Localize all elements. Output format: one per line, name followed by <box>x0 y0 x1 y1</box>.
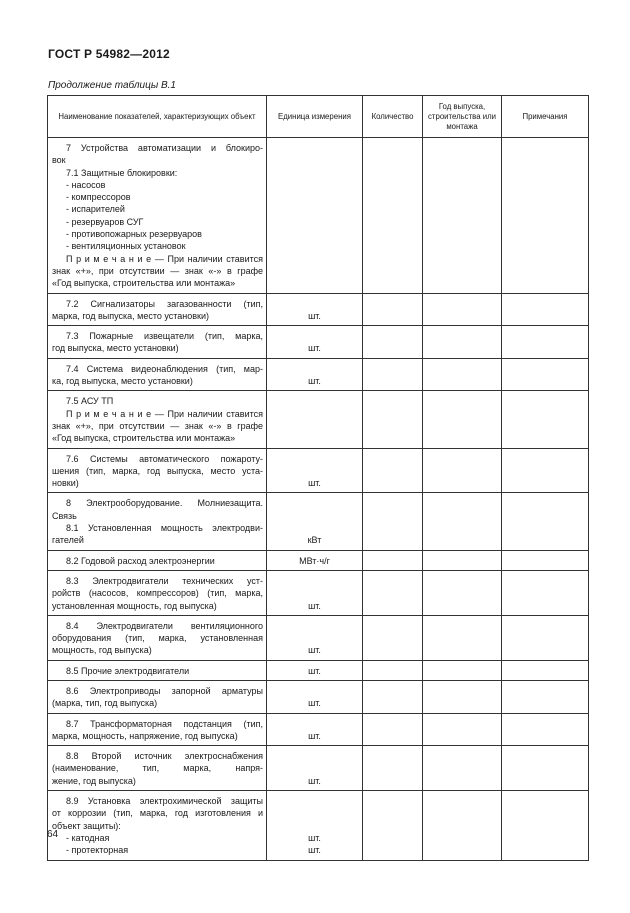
indicator-text-line: 7.4 Система видеонаблюдения (тип, мар- <box>66 363 263 374</box>
indicator-text-line: - испарителей <box>66 204 125 215</box>
unit-cell <box>267 713 363 746</box>
indicator-text-line: 8.8 Второй источник электроснабжения <box>66 751 263 762</box>
indicator-text-line: «Год выпуска, строительства или монтажа» <box>52 278 236 289</box>
year-cell <box>423 293 502 326</box>
indicator-name-cell <box>48 550 267 570</box>
quantity-cell <box>363 550 423 570</box>
table-row <box>48 293 589 326</box>
unit-value: шт. <box>308 310 321 321</box>
quantity-cell <box>363 391 423 448</box>
unit-value: шт. <box>308 376 321 387</box>
table-row <box>48 358 589 391</box>
quantity-cell <box>363 660 423 680</box>
notes-cell <box>502 358 589 391</box>
unit-cell <box>267 138 363 294</box>
indicator-name-cell <box>48 138 267 294</box>
quantity-cell <box>363 570 423 615</box>
unit-cell <box>267 391 363 448</box>
table-row <box>48 746 589 791</box>
notes-cell <box>502 550 589 570</box>
indicator-text-line: - насосов <box>66 179 106 190</box>
unit-cell <box>267 746 363 791</box>
indicator-text-line: 7 Устройства автоматизации и блокиро- <box>66 143 263 153</box>
notes-cell <box>502 326 589 359</box>
unit-value: шт. <box>308 478 321 489</box>
unit-cell <box>267 680 363 713</box>
indicator-text-line: П р и м е ч а н и е — При наличии ставится <box>66 408 263 419</box>
notes-cell <box>502 493 589 550</box>
year-cell <box>423 326 502 359</box>
quantity-cell <box>363 493 423 550</box>
table-row <box>48 791 589 860</box>
year-cell <box>423 448 502 493</box>
quantity-cell <box>363 680 423 713</box>
indicators-table <box>47 95 589 861</box>
notes-cell <box>502 615 589 660</box>
unit-value: шт. <box>308 832 321 843</box>
indicator-text-line: - вентиляционных установок <box>66 241 186 252</box>
indicator-text-line: марка, год выпуска, место установки) <box>52 310 210 321</box>
indicator-name-cell <box>48 791 267 860</box>
unit-cell <box>267 550 363 570</box>
unit-cell <box>267 615 363 660</box>
indicator-text-line: 7.1 Защитные блокировки: <box>66 167 178 178</box>
indicator-text-line: 8.1 Установленная мощность электродви- <box>66 523 263 534</box>
quantity-cell <box>363 615 423 660</box>
indicator-text-line: мощность, год выпуска) <box>52 645 152 656</box>
quantity-cell <box>363 326 423 359</box>
year-cell <box>423 615 502 660</box>
year-cell <box>423 713 502 746</box>
column-header-name: Наименование показателей, характеризующих объект <box>48 96 267 138</box>
unit-value: шт. <box>308 730 321 741</box>
quantity-cell <box>363 746 423 791</box>
year-cell <box>423 550 502 570</box>
table-row <box>48 448 589 493</box>
notes-cell <box>502 746 589 791</box>
table-row <box>48 615 589 660</box>
indicator-text-line: 8.5 Прочие электродвигатели <box>66 665 190 676</box>
indicator-text-line: гателей <box>52 535 84 546</box>
indicator-text-line: шения (тип, марка, год выпуска, место уста- <box>52 465 263 476</box>
unit-value: МВт·ч/г <box>299 555 330 566</box>
unit-value: шт. <box>308 845 321 856</box>
indicator-text-line: Связь <box>52 510 77 521</box>
unit-value: кВт <box>307 535 322 546</box>
year-cell <box>423 493 502 550</box>
indicator-name-cell <box>48 713 267 746</box>
indicator-text-line: - катодная <box>66 832 110 843</box>
column-header-quantity: Количество <box>363 96 423 138</box>
year-cell <box>423 358 502 391</box>
indicator-text-line: 8 Электрооборудование. Молниезащита. <box>66 498 263 509</box>
indicator-text-line: 7.5 АСУ ТП <box>66 396 114 407</box>
indicator-text-line: 8.3 Электродвигатели технических уст- <box>66 575 263 586</box>
indicator-text-line: П р и м е ч а н и е — При наличии ставится <box>66 253 263 264</box>
indicator-text-line: 7.6 Системы автоматического пожароту- <box>66 453 263 464</box>
notes-cell <box>502 448 589 493</box>
indicator-text-line: 7.3 Пожарные извещатели (тип, марка, <box>66 331 263 342</box>
indicator-name-cell <box>48 746 267 791</box>
unit-cell <box>267 326 363 359</box>
unit-value: шт. <box>308 600 321 611</box>
unit-cell <box>267 791 363 860</box>
indicator-name-cell <box>48 493 267 550</box>
quantity-cell <box>363 358 423 391</box>
table-row <box>48 391 589 448</box>
unit-value: шт. <box>308 665 321 676</box>
notes-cell <box>502 791 589 860</box>
indicator-name-cell <box>48 448 267 493</box>
indicator-name-cell <box>48 358 267 391</box>
table-row <box>48 570 589 615</box>
table-row <box>48 550 589 570</box>
indicator-text-line: - противопожарных резервуаров <box>66 229 202 240</box>
indicator-text-line: объект защиты): <box>52 820 121 831</box>
indicator-text-line: 8.4 Электродвигатели вентиляционного <box>66 620 263 631</box>
page-number: 64 <box>47 829 59 840</box>
indicator-text-line: от коррозии (тип, марка, год изготовления и <box>52 808 263 819</box>
quantity-cell <box>363 448 423 493</box>
quantity-cell <box>363 138 423 294</box>
indicator-text-line: 8.2 Годовой расход электроэнергии <box>66 555 215 566</box>
indicator-text-line: жение, год выпуска) <box>52 775 136 786</box>
table-row <box>48 713 589 746</box>
year-cell <box>423 660 502 680</box>
notes-cell <box>502 391 589 448</box>
indicator-text-line: ка, год выпуска, место установки) <box>52 376 193 387</box>
indicator-text-line: - компрессоров <box>66 192 131 203</box>
indicator-text-line: 8.7 Трансформаторная подстанция (тип, <box>66 718 263 729</box>
unit-value: шт. <box>308 645 321 656</box>
unit-cell <box>267 448 363 493</box>
unit-value: шт. <box>308 775 321 786</box>
notes-cell <box>502 293 589 326</box>
indicator-name-cell <box>48 391 267 448</box>
indicator-text-line: марка, мощность, напряжение, год выпуска) <box>52 730 238 741</box>
indicator-text-line: ройств (насосов, компрессоров) (тип, марка, <box>52 588 263 599</box>
indicator-name-cell <box>48 326 267 359</box>
table-caption: Продолжение таблицы В.1 <box>48 80 176 91</box>
indicator-text-line: знак «+», при отсутствии — знак «-» в графе <box>52 265 263 276</box>
table-header-row <box>48 96 589 138</box>
table-row <box>48 660 589 680</box>
notes-cell <box>502 680 589 713</box>
unit-cell <box>267 358 363 391</box>
indicator-name-cell <box>48 680 267 713</box>
table-row <box>48 326 589 359</box>
notes-cell <box>502 138 589 294</box>
column-header-unit: Единица измерения <box>267 96 363 138</box>
indicator-text-line: год выпуска, место установки) <box>52 343 179 354</box>
notes-cell <box>502 570 589 615</box>
table-row <box>48 680 589 713</box>
column-header-notes: Примечания <box>502 96 589 138</box>
unit-value: шт. <box>308 698 321 709</box>
indicator-text-line: - резервуаров СУГ <box>66 216 144 227</box>
quantity-cell <box>363 713 423 746</box>
indicator-text-line: оборудования (тип, марка, установленная <box>52 633 263 644</box>
indicator-name-cell <box>48 570 267 615</box>
table-row <box>48 493 589 550</box>
indicator-name-cell <box>48 293 267 326</box>
notes-cell <box>502 713 589 746</box>
year-cell <box>423 791 502 860</box>
column-header-year: Год выпуска, строительства или монтажа <box>423 96 502 138</box>
indicator-text-line: вок <box>52 155 66 166</box>
notes-cell <box>502 660 589 680</box>
year-cell <box>423 391 502 448</box>
quantity-cell <box>363 791 423 860</box>
unit-cell <box>267 570 363 615</box>
indicator-name-cell <box>48 615 267 660</box>
indicator-text-line: (марка, тип, год выпуска) <box>52 698 158 709</box>
indicator-text-line: - протекторная <box>66 845 129 856</box>
indicator-text-line: 8.9 Установка электрохимической защиты <box>66 796 263 807</box>
indicator-text-line: 7.2 Сигнализаторы загазованности (тип, <box>66 298 263 309</box>
indicator-text-line: (наименование, тип, марка, напря- <box>52 763 263 774</box>
year-cell <box>423 570 502 615</box>
indicator-text-line: установленная мощность, год выпуска) <box>52 600 217 611</box>
indicator-text-line: знак «+», при отсутствии — знак «-» в графе <box>52 420 263 431</box>
table-row <box>48 138 589 294</box>
indicator-text-line: «Год выпуска, строительства или монтажа» <box>52 433 236 444</box>
unit-cell <box>267 660 363 680</box>
unit-cell <box>267 293 363 326</box>
document-header: ГОСТ Р 54982—2012 <box>48 47 170 61</box>
year-cell <box>423 680 502 713</box>
indicator-text-line: 8.6 Электроприводы запорной арматуры <box>66 685 263 696</box>
unit-cell <box>267 493 363 550</box>
year-cell <box>423 138 502 294</box>
unit-value: шт. <box>308 343 321 354</box>
year-cell <box>423 746 502 791</box>
indicator-text-line: новки) <box>52 478 79 489</box>
quantity-cell <box>363 293 423 326</box>
indicator-name-cell <box>48 660 267 680</box>
